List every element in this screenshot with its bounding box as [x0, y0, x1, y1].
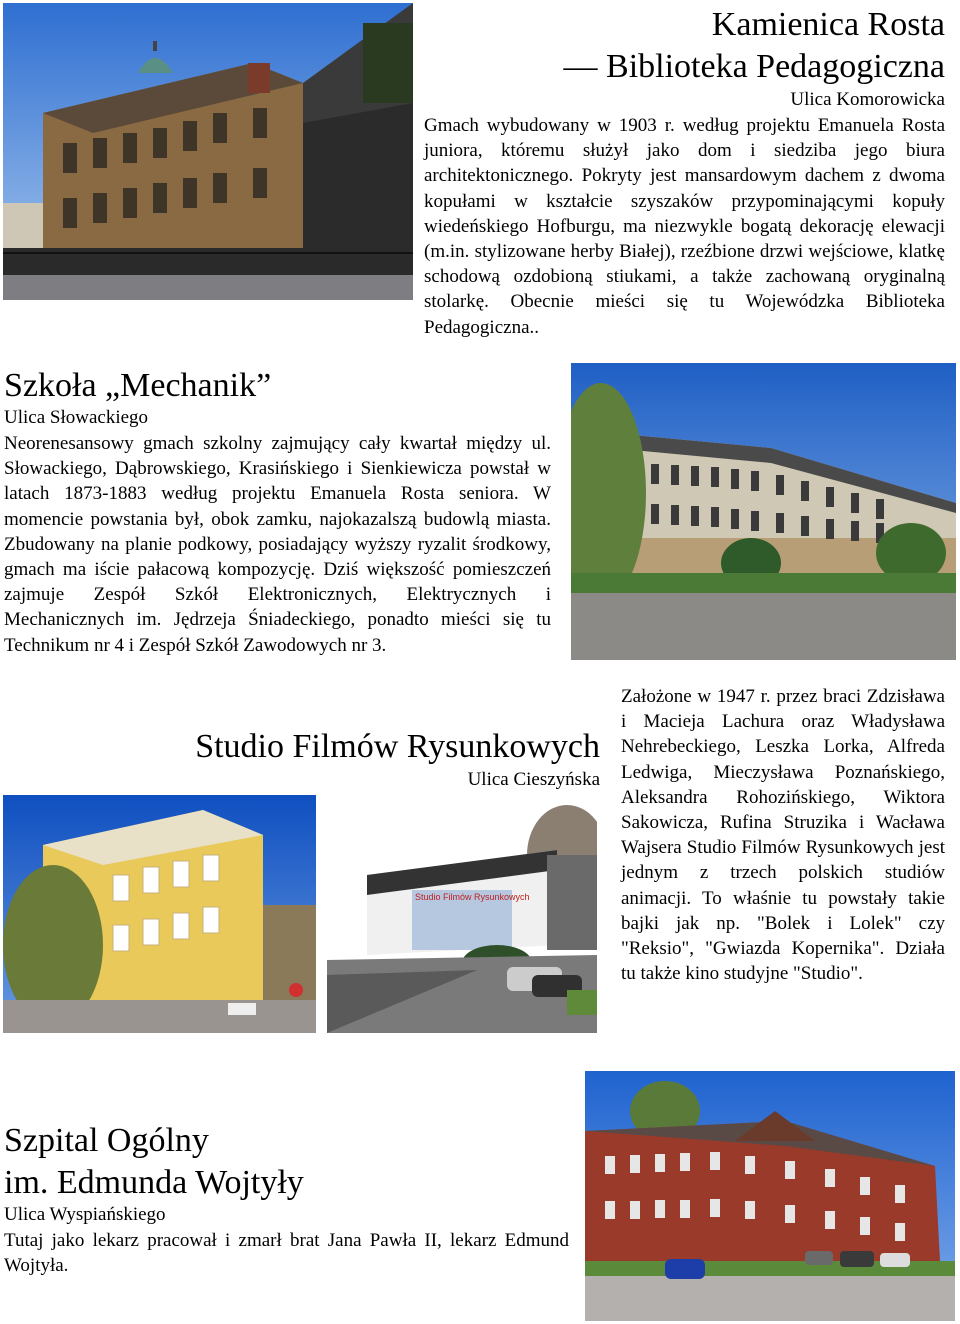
photo-studio-street [327, 795, 597, 1033]
studio-street: Ulica Cieszyńska [467, 769, 600, 790]
rosta-text: Gmach wybudowany w 1903 r. według projektu Emanuela Rosta juniora, któremu służył jako dom i siedziba jego biura architektonicznego. Pokryty jest mansardowym dachem z dwoma kopułami w kształcie szyszaków przypominającymi kopuły wiedeńskiego Hofburgu, ma niezwykle bogatą dekorację elewacji (m.in. stylizowane herby Białej), rzeźbione drzwi wejściowe, klatkę schodową ozdobioną stiukami, a także zachowaną oryginalną stolarkę. Obecnie mieści się tu Wojewódzka Biblioteka Pedagogiczna.. [424, 115, 945, 338]
szpital-street: Ulica Wyspiańskiego [4, 1204, 166, 1225]
szpital-title-line2: im. Edmunda Wojtyły [4, 1164, 304, 1201]
mechanik-street: Ulica Słowackiego [4, 407, 149, 428]
szpital-title-line1: Szpital Ogólny [4, 1122, 209, 1159]
photo-kamienica-rosta [3, 3, 413, 300]
studio-text: Założone w 1947 r. przez braci Zdzisława i Macieja Lachura oraz Władysława Nehrebeckiego, Leszka Lorka, Alfreda Ledwiga, Mieczysława Poznańskiego, Aleksandra Rohozińskiego, Wiktora Sakowicza, Rufina Struzika i Wacława Wajsera Studio Filmów Rysunkowych jest jednym z trzech polskich studiów animacji. To właśnie tu powstały takie bajki jak np. "Bolek i Lolek" czy "Reksio", "Gwiazda Kopernika". Działa tu także kino studyjne "Studio". [621, 686, 945, 985]
mechanik-title: Szkoła „Mechanik” [4, 367, 272, 404]
studio-sign: Studio Filmów Rysunkowych [415, 892, 530, 902]
szpital-title [4, 1120, 564, 1204]
rosta-title [420, 4, 945, 88]
photo-szkola-mechanik [571, 363, 956, 660]
mechanik-text: Neorenesansowy gmach szkolny zajmujący cały kwartał między ul. Słowackiego, Dąbrowskiego, Krasińskiego i Sienkiewicza powstał w latach 1873-1883 według projektu Emanuela Rosta seniora. W momencie powstania był, obok zamku, najokazalszą budowlą miasta. Zbudowany na planie podkowy, posiadający wyższy ryzalit środkowy, gmach ma iście pałacową kompozycję. Dziś większość pomieszczeń zajmuje Zespół Szkół Elektronicznych, Elektrycznych i Mechanicznych im. Jędrzeja Śniadeckiego, ponadto mieści się tu Technikum nr 4 i Zespół Szkół Zawodowych nr 3. [4, 433, 551, 656]
rosta-title-line1: Kamienica Rosta [711, 6, 945, 43]
photo-szpital [585, 1071, 955, 1321]
studio-title: Studio Filmów Rysunkowych [195, 728, 600, 765]
szpital-text: Tutaj jako lekarz pracował i zmarł brat Jana Pawła II, lekarz Edmund Wojtyła. [4, 1230, 569, 1277]
photo-studio-building [3, 795, 316, 1033]
rosta-street: Ulica Komorowicka [790, 89, 945, 110]
rosta-title-line2: — Biblioteka Pedagogiczna [563, 48, 945, 85]
